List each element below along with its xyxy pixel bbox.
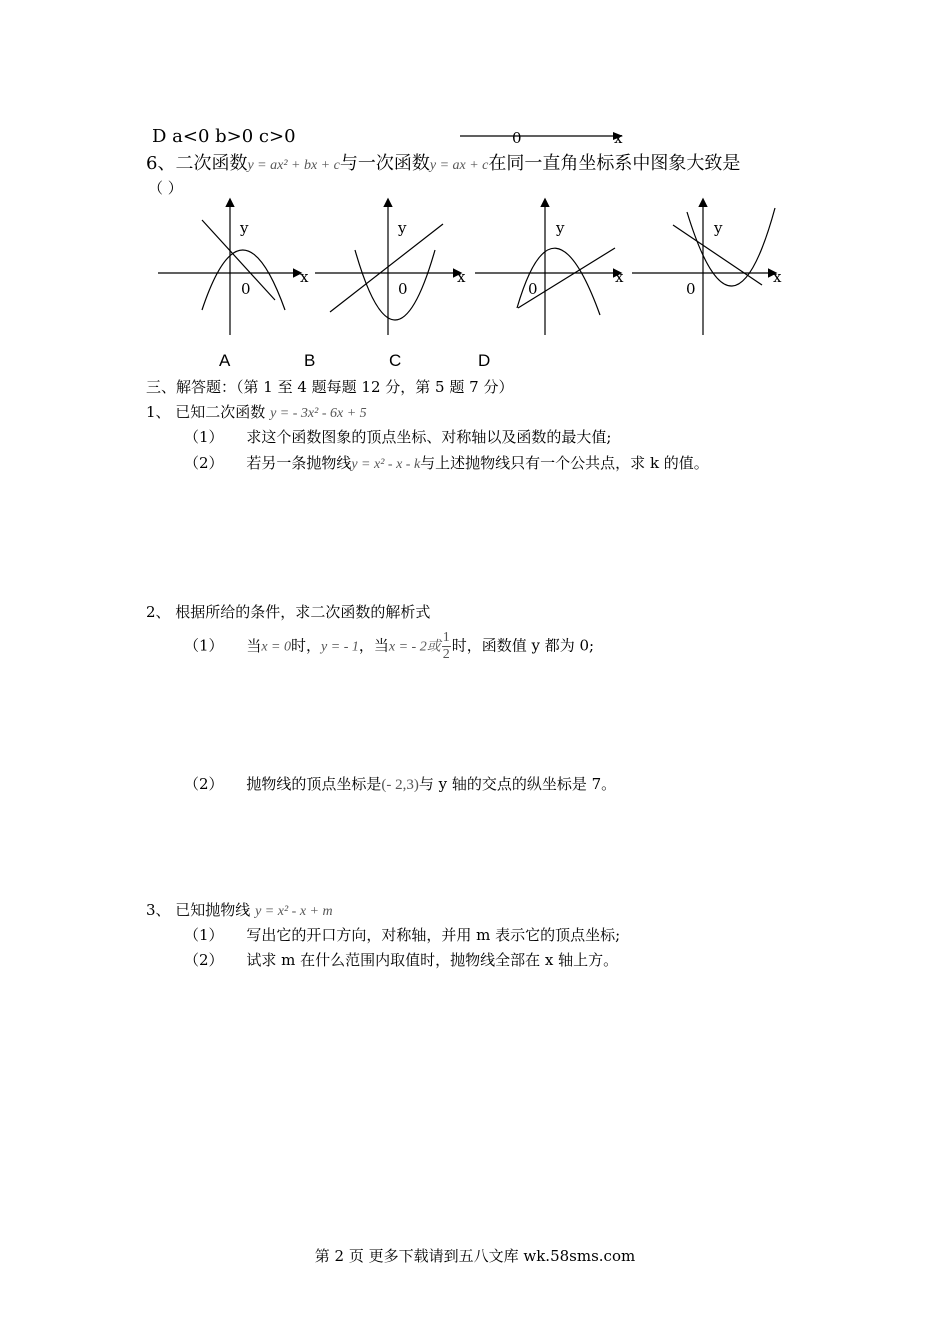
graph-b-y-label: y	[398, 219, 407, 237]
math-x-zero: x = 0	[261, 639, 292, 655]
graph-a-x-label: x	[300, 268, 309, 286]
fraction-one-half: $\frac{1}{2}$	[442, 630, 450, 662]
problem-2-part-1	[184, 630, 594, 663]
axis-x-label: x	[614, 129, 623, 147]
vertex-coordinate: (- 2,3)	[381, 777, 419, 793]
graph-c	[475, 200, 620, 335]
graph-d-x-label: x	[773, 268, 782, 286]
part-text: 当	[246, 636, 262, 655]
section-3-heading: 三、解答题：（第 1 至 4 题每题 12 分，第 5 题 7 分）	[146, 378, 514, 396]
graph-b-origin: 0	[398, 280, 408, 298]
graph-c-y-label: y	[556, 219, 565, 237]
question-6	[146, 149, 740, 175]
graph-d	[632, 200, 775, 335]
part-number: （1）	[184, 926, 224, 944]
option-c-label: C	[389, 351, 402, 370]
problem-2-part-2	[184, 773, 616, 794]
problem-3-part-1	[184, 924, 620, 945]
part-number: （2）	[184, 951, 224, 969]
page-footer: 第 2 页 更多下载请到五八文库 wk.58sms.com	[314, 1247, 636, 1265]
q6-formula-quadratic: y = ax² + bx + c	[247, 158, 340, 173]
part-text: ，当	[358, 636, 389, 655]
part-text: 求这个函数图象的顶点坐标、对称轴以及函数的最大值;	[246, 428, 612, 446]
problem-1-part-2-formula: y = x² - x - k	[351, 457, 421, 472]
problem-3-stem-text: 3、 已知抛物线	[146, 901, 251, 919]
part-text-end: 与上述抛物线只有一个公共点，求 k 的值。	[420, 454, 709, 472]
graph-b-parabola	[355, 250, 435, 320]
problem-1-stem	[146, 401, 367, 422]
graph-b	[315, 200, 460, 335]
part-text: 写出它的开口方向，对称轴，并用 m 表示它的顶点坐标;	[246, 926, 621, 944]
graph-b-x-label: x	[457, 268, 466, 286]
q6-graphs	[150, 190, 790, 345]
graph-a-y-label: y	[240, 219, 249, 237]
problem-1-part-2	[184, 452, 709, 473]
graph-d-y-label: y	[714, 219, 723, 237]
part-text: 若另一条抛物线	[246, 454, 352, 472]
part-text: 时，函数值 y 都为 0;	[451, 636, 595, 655]
problem-2-stem: 2、 根据所给的条件，求二次函数的解析式	[146, 603, 431, 621]
part-number: （1）	[184, 636, 224, 655]
graph-c-x-label: x	[615, 268, 624, 286]
graph-b-line	[330, 224, 443, 312]
math-y-value: y = - 1	[321, 639, 359, 655]
graph-d-parabola	[687, 208, 775, 286]
part-text: 时，	[291, 636, 322, 655]
axis-zero-label: 0	[512, 129, 522, 147]
q6-answer-paren: （ ）	[148, 179, 183, 197]
part-number: （2）	[184, 775, 224, 793]
part-text: 试求 m 在什么范围内取值时，抛物线全部在 x 轴上方。	[246, 951, 619, 969]
option-d: D a<0 b>0 c>0	[152, 126, 296, 147]
graph-c-origin: 0	[528, 280, 538, 298]
problem-3-part-2	[184, 949, 618, 970]
problem-3-formula: y = x² - x + m	[255, 904, 333, 919]
problem-3-stem	[146, 899, 333, 920]
q6-formula-linear: y = ax + c	[429, 158, 489, 173]
option-d-label: D	[478, 351, 491, 370]
math-x-values: x = - 2或	[388, 639, 441, 655]
graph-a-origin: 0	[241, 280, 251, 298]
graph-a-line	[202, 220, 275, 300]
q6-prefix: 6、二次函数	[146, 153, 248, 174]
q6-suffix: 在同一直角坐标系中图象大致是	[488, 153, 741, 174]
option-a-label: A	[219, 351, 231, 370]
graph-a	[158, 200, 300, 335]
part-text: 与 y 轴的交点的纵坐标是 7。	[418, 775, 617, 793]
problem-1-stem-text: 1、 已知二次函数	[146, 403, 266, 421]
option-b-label: B	[304, 351, 316, 370]
part-number: （1）	[184, 428, 224, 446]
part-number: （2）	[184, 454, 224, 472]
problem-1-formula: y = - 3x² - 6x + 5	[270, 406, 367, 421]
graph-c-line	[518, 248, 615, 308]
q6-middle: 与一次函数	[339, 153, 430, 174]
graph-d-origin: 0	[686, 280, 696, 298]
problem-1-part-1	[184, 426, 611, 447]
part-text: 抛物线的顶点坐标是	[246, 775, 382, 793]
